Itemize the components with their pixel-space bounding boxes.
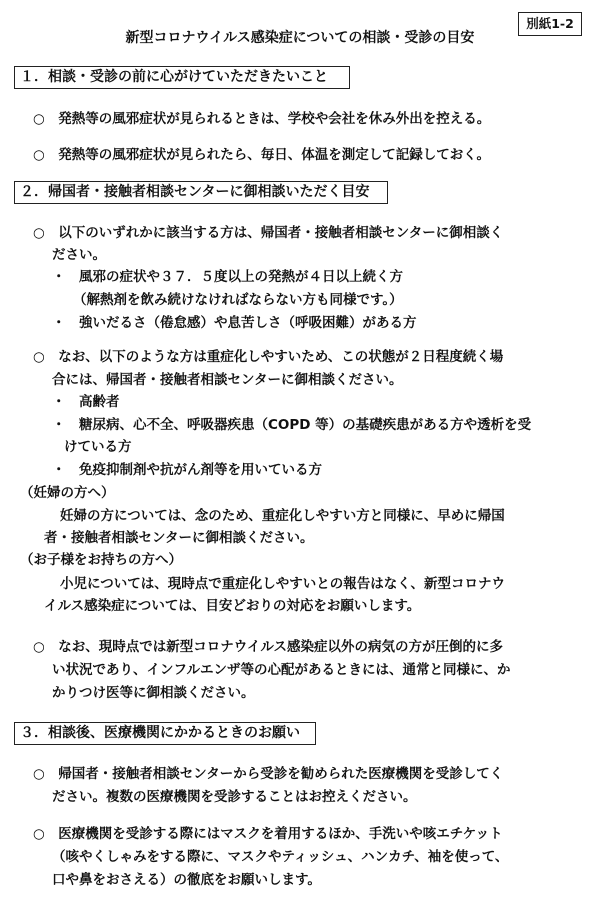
s1-item-2: ○ 発熱等の風邪症状が見られたら、毎日、体温を測定して記録しておく。 [33, 147, 491, 163]
s3-p1-line-2: ださい。複数の医療機関を受診することはお控えください。 [52, 789, 417, 805]
s3-p1-line-1: ○ 帰国者・接触者相談センターから受診を勧められた医療機関を受診してく [33, 766, 504, 782]
pregnant-line-1: 妊婦の方については、念のため、重症化しやすい方と同様に、早めに帰国 [60, 508, 505, 524]
pregnant-line-2: 者・接触者相談センターに御相談ください。 [44, 530, 314, 546]
s2-p1-line-2: ださい。 [52, 247, 106, 263]
s2-p3-line-2: い状況であり、インフルエンザ等の心配があるときには、通常と同様に、か [52, 662, 511, 678]
s2-p3-line-3: かりつけ医等に御相談ください。 [52, 685, 255, 701]
children-line-1: 小児については、現時点で重症化しやすいとの報告はなく、新型コロナウ [60, 576, 505, 592]
s2-p2-item-1: ・ 高齢者 [52, 394, 120, 410]
s2-p2-item-2-cont: けている方 [64, 439, 132, 455]
s2-p2-line-2: 合には、帰国者・接触者相談センターに御相談ください。 [52, 372, 403, 388]
s2-p2-item-3: ・ 免疫抑制剤や抗がん剤等を用いている方 [52, 462, 322, 478]
children-line-2: イルス感染症については、目安どおりの対応をお願いします。 [44, 598, 421, 614]
s2-p1-item-2: ・ 強いだるさ（倦怠感）や息苦しさ（呼吸困難）がある方 [52, 315, 417, 331]
s2-p1-item-1-note: （解熱剤を飲み続けなければならない方も同様です。） [73, 292, 403, 308]
s3-p2-line-1: ○ 医療機関を受診する際にはマスクを着用するほか、手洗いや咳エチケット [33, 826, 503, 842]
s3-p2-line-2: （咳やくしゃみをする際に、マスクやティッシュ、ハンカチ、袖を使って、 [52, 849, 509, 865]
s2-p2-line-1: ○ なお、以下のような方は重症化しやすいため、この状態が２日程度続く場 [33, 349, 504, 365]
section-1-heading: １．相談・受診の前に心がけていただきたいこと [14, 66, 350, 89]
section-3-heading: ３．相談後、医療機関にかかるときのお願い [14, 722, 316, 745]
s2-p3-line-1: ○ なお、現時点では新型コロナウイルス感染症以外の病気の方が圧倒的に多 [33, 639, 503, 655]
pregnant-heading: （妊婦の方へ） [20, 485, 115, 501]
section-2-heading: ２．帰国者・接触者相談センターに御相談いただく目安 [14, 181, 388, 204]
children-heading: （お子様をお持ちの方へ） [20, 552, 182, 568]
s2-p1-line-1: ○ 以下のいずれかに該当する方は、帰国者・接触者相談センターに御相談く [33, 225, 504, 241]
s2-p2-item-2: ・ 糖尿病、心不全、呼吸器疾患（COPD 等）の基礎疾患がある方や透析を受 [52, 417, 532, 433]
attachment-tag: 別紙1-2 [518, 12, 582, 36]
s3-p2-line-3: 口や鼻をおさえる）の徹底をお願いします。 [52, 872, 321, 888]
s2-p1-item-1: ・ 風邪の症状や３７．５度以上の発熱が４日以上続く方 [52, 269, 403, 285]
page-title: 新型コロナウイルス感染症についての相談・受診の目安 [125, 30, 475, 46]
s1-item-1: ○ 発熱等の風邪症状が見られるときは、学校や会社を休み外出を控える。 [33, 111, 491, 127]
